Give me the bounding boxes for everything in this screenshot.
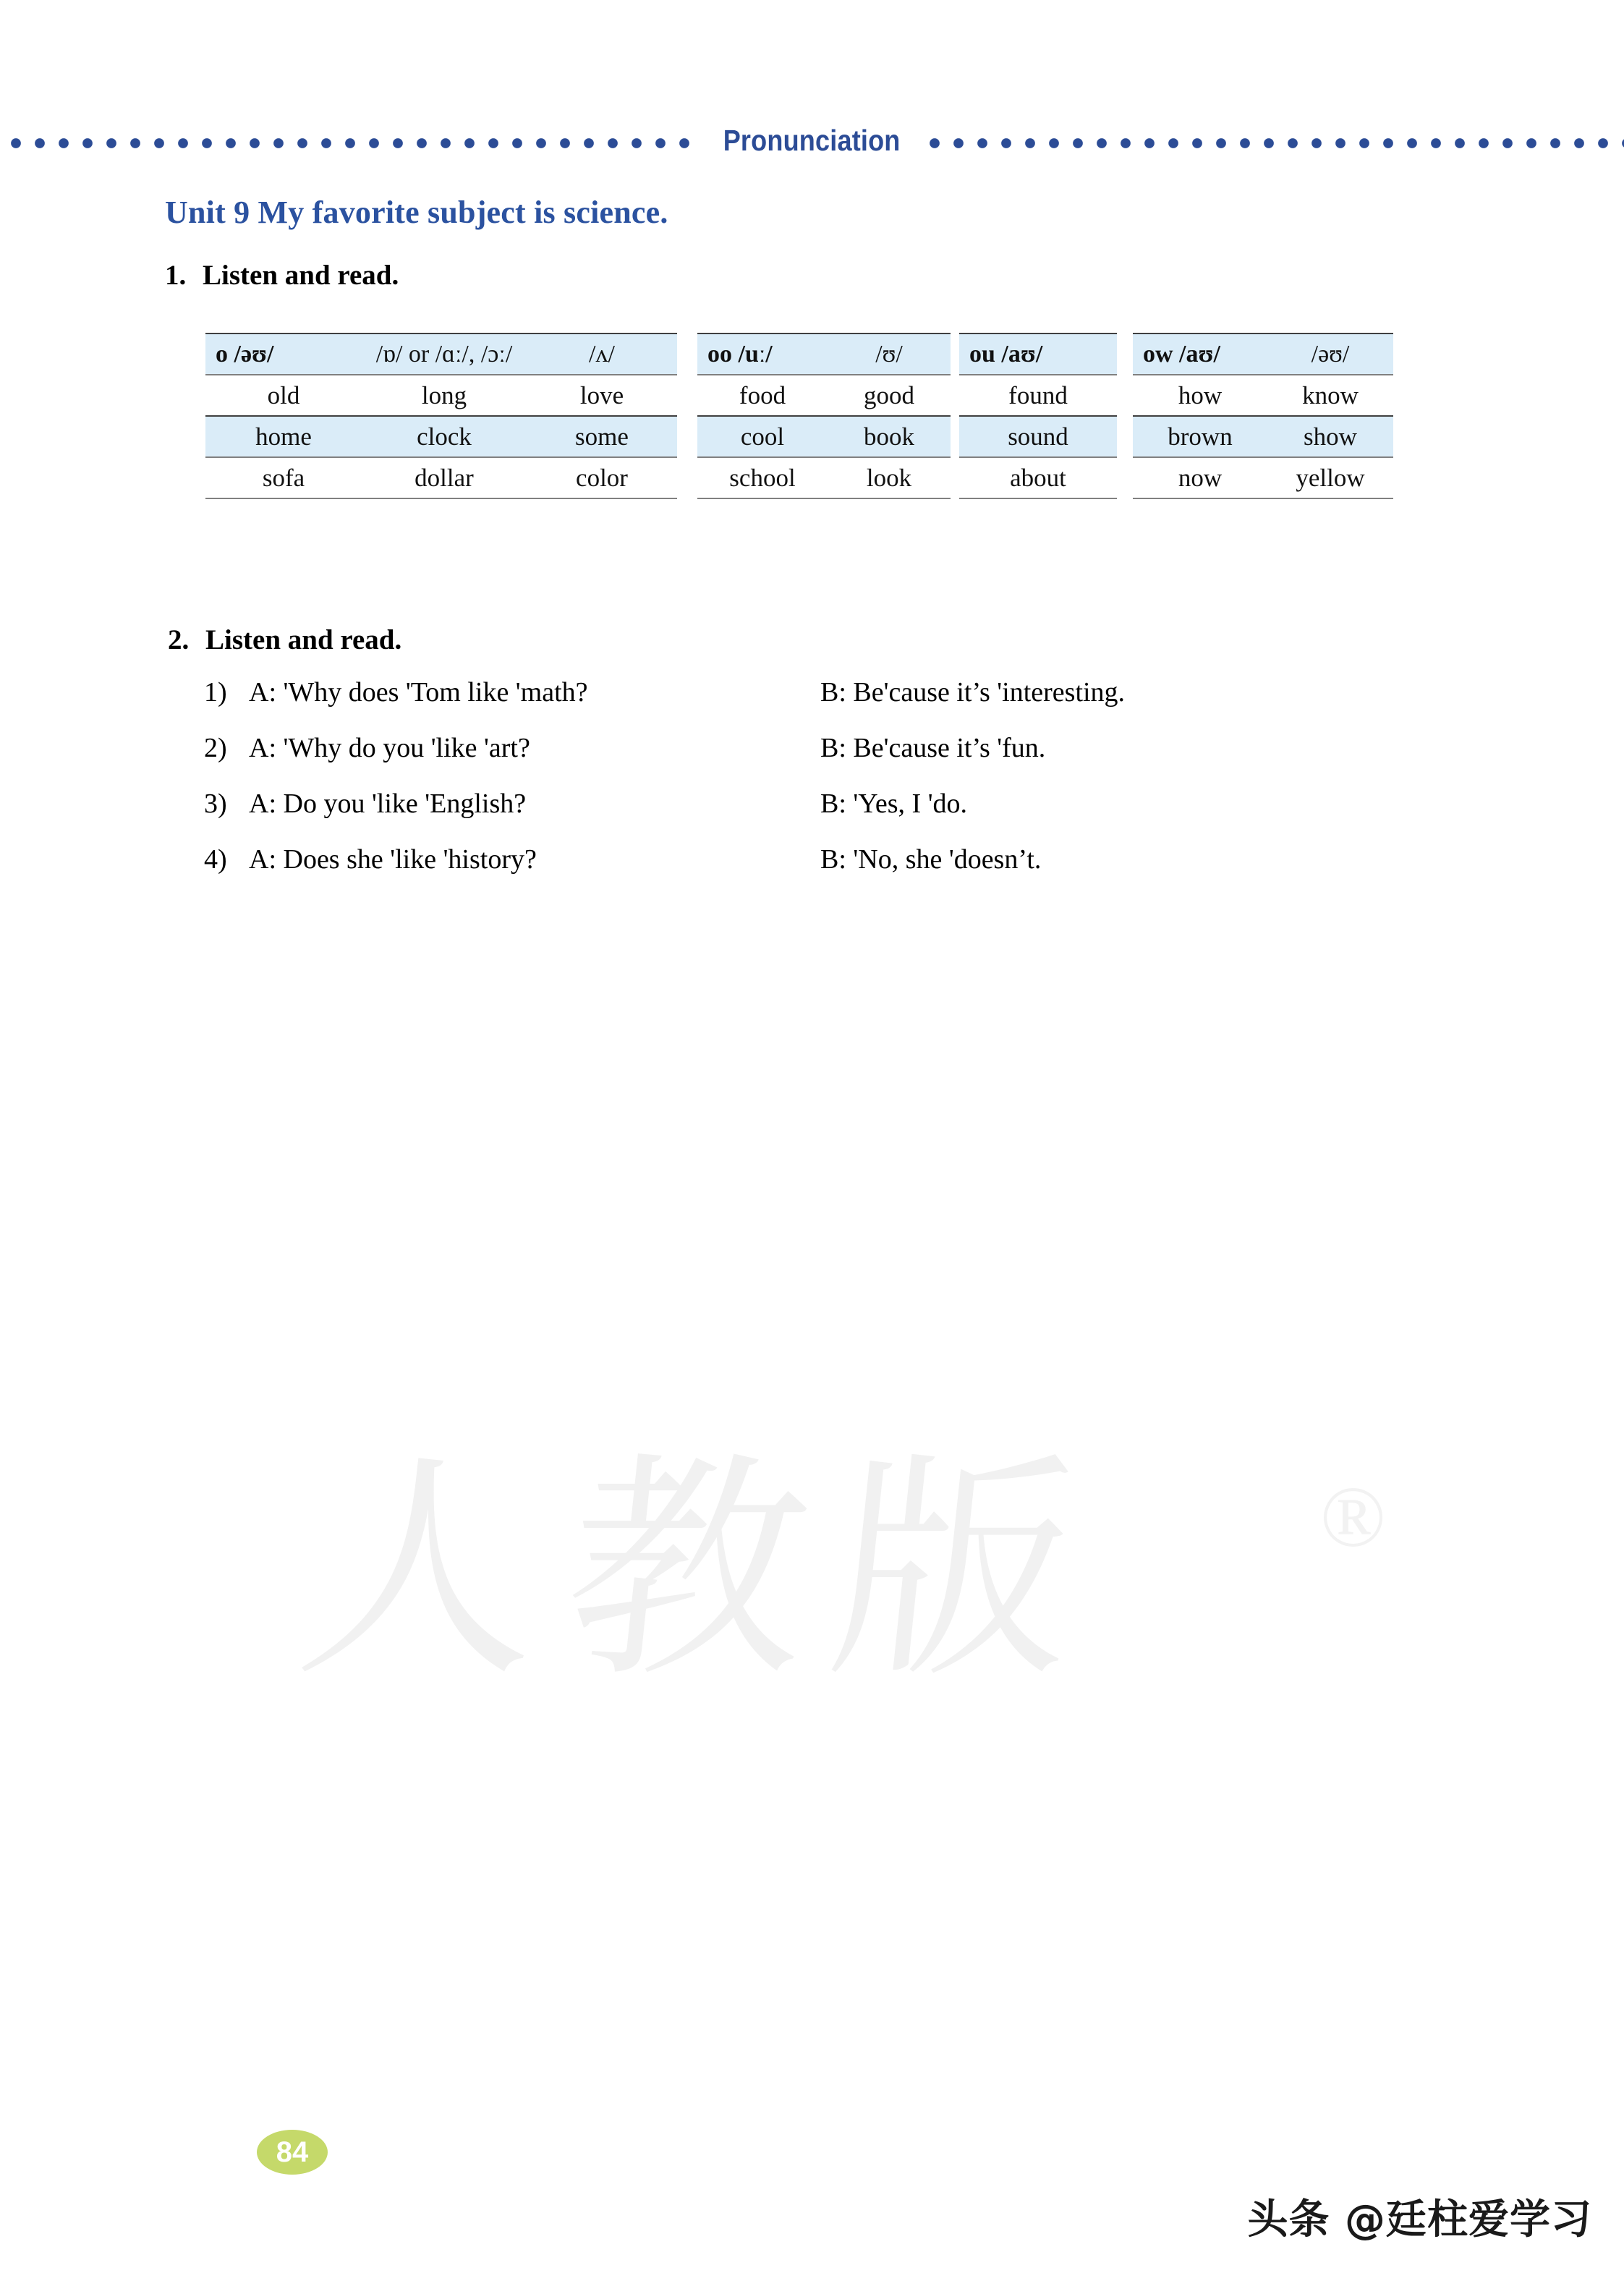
header-cell bbox=[1133, 333, 1267, 375]
table-row bbox=[205, 457, 677, 498]
table-row bbox=[697, 375, 951, 416]
word-cell: love bbox=[527, 375, 677, 416]
header-label: /əʊ/ bbox=[1311, 340, 1350, 367]
word-cell: know bbox=[1267, 375, 1393, 416]
task-2-heading bbox=[168, 624, 401, 656]
table-row bbox=[959, 416, 1117, 457]
word-cell: sofa bbox=[205, 457, 362, 498]
table-row bbox=[1133, 375, 1393, 416]
header-label: ow /aʊ/ bbox=[1143, 340, 1220, 367]
dialogue-speaker-a: A: 'Why do you 'like 'art? bbox=[249, 733, 530, 763]
header-cell bbox=[1267, 333, 1393, 375]
header-cell bbox=[205, 333, 362, 375]
header-label: /ʊ/ bbox=[875, 340, 903, 367]
header-label: o /əʊ/ bbox=[216, 340, 274, 367]
header-cell bbox=[527, 333, 677, 375]
table-row bbox=[205, 375, 677, 416]
dialogue-speaker-b: B: 'No, she 'doesn’t. bbox=[820, 844, 1042, 875]
word-cell: clock bbox=[362, 416, 527, 457]
phonetics-table-ow bbox=[1133, 333, 1393, 499]
word-cell: brown bbox=[1133, 416, 1267, 457]
registered-trademark-icon: ® bbox=[1319, 1469, 1386, 1565]
word-cell: dollar bbox=[362, 457, 527, 498]
word-cell: good bbox=[828, 375, 951, 416]
table-header-row bbox=[959, 333, 1117, 375]
dialogue-index: 4) bbox=[204, 844, 227, 875]
task-2-number: 2. bbox=[168, 624, 190, 655]
header-label: oo /uː/ bbox=[707, 340, 773, 367]
dialogue-speaker-a: A: 'Why does 'Tom like 'math? bbox=[249, 677, 588, 708]
header-cell bbox=[697, 333, 828, 375]
header-cell bbox=[362, 333, 527, 375]
dialogue-speaker-b: B: Be'cause it’s 'fun. bbox=[820, 733, 1046, 763]
header-label: /ɒ/ or /ɑː/, /ɔː/ bbox=[375, 340, 513, 367]
word-cell: food bbox=[697, 375, 828, 416]
word-cell: found bbox=[959, 375, 1117, 416]
word-cell: color bbox=[527, 457, 677, 498]
task-1-number: 1. bbox=[165, 260, 187, 291]
word-cell: now bbox=[1133, 457, 1267, 498]
header-cell bbox=[828, 333, 951, 375]
word-cell: long bbox=[362, 375, 527, 416]
phonetics-table-ou bbox=[959, 333, 1117, 499]
task-2-label: Listen and read. bbox=[205, 624, 402, 655]
dialogue-speaker-b: B: 'Yes, I 'do. bbox=[820, 789, 968, 819]
table-row bbox=[1133, 416, 1393, 457]
table-header-row bbox=[1133, 333, 1393, 375]
dialogue-index: 3) bbox=[204, 789, 227, 819]
dialogue-index: 1) bbox=[204, 677, 227, 708]
unit-title: Unit 9 My favorite subject is science. bbox=[165, 195, 668, 230]
phonetics-table-oo bbox=[697, 333, 951, 499]
task-1-label: Listen and read. bbox=[203, 260, 399, 291]
word-cell: home bbox=[205, 416, 362, 457]
word-cell: about bbox=[959, 457, 1117, 498]
word-cell: book bbox=[828, 416, 951, 457]
table-header-row bbox=[697, 333, 951, 375]
source-watermark: 头条 @廷柱爱学习 bbox=[1247, 2196, 1592, 2243]
dialogue-speaker-b: B: Be'cause it’s 'interesting. bbox=[820, 677, 1126, 708]
word-cell: how bbox=[1133, 375, 1267, 416]
dotted-rule-right bbox=[929, 122, 1624, 159]
word-cell: old bbox=[205, 375, 362, 416]
task-1-heading bbox=[165, 259, 399, 292]
page-header-title: Pronunciation bbox=[723, 123, 901, 157]
word-cell: sound bbox=[959, 416, 1117, 457]
page-number-badge: 84 bbox=[257, 2130, 328, 2175]
header-cell bbox=[959, 333, 1117, 375]
table-row bbox=[205, 416, 677, 457]
word-cell: school bbox=[697, 457, 828, 498]
table-row bbox=[1133, 457, 1393, 498]
table-row bbox=[959, 375, 1117, 416]
publisher-watermark-text: 人教版 bbox=[288, 1441, 1115, 1705]
page-header-band bbox=[0, 122, 1624, 159]
dialogue-speaker-a: A: Does she 'like 'history? bbox=[249, 844, 537, 875]
table-row bbox=[697, 416, 951, 457]
table-row bbox=[959, 457, 1117, 498]
header-label: ou /aʊ/ bbox=[969, 340, 1043, 367]
word-cell: show bbox=[1267, 416, 1393, 457]
word-cell: yellow bbox=[1267, 457, 1393, 498]
publisher-watermark bbox=[288, 1441, 1389, 1758]
word-cell: some bbox=[527, 416, 677, 457]
dialogue-index: 2) bbox=[204, 733, 227, 763]
word-cell: cool bbox=[697, 416, 828, 457]
word-cell: look bbox=[828, 457, 951, 498]
table-row bbox=[697, 457, 951, 498]
phonetics-table-o bbox=[205, 333, 677, 499]
dialogue-speaker-a: A: Do you 'like 'English? bbox=[249, 789, 527, 819]
dotted-rule-left bbox=[0, 122, 695, 159]
header-label: /ʌ/ bbox=[589, 340, 615, 367]
table-header-row bbox=[205, 333, 677, 375]
